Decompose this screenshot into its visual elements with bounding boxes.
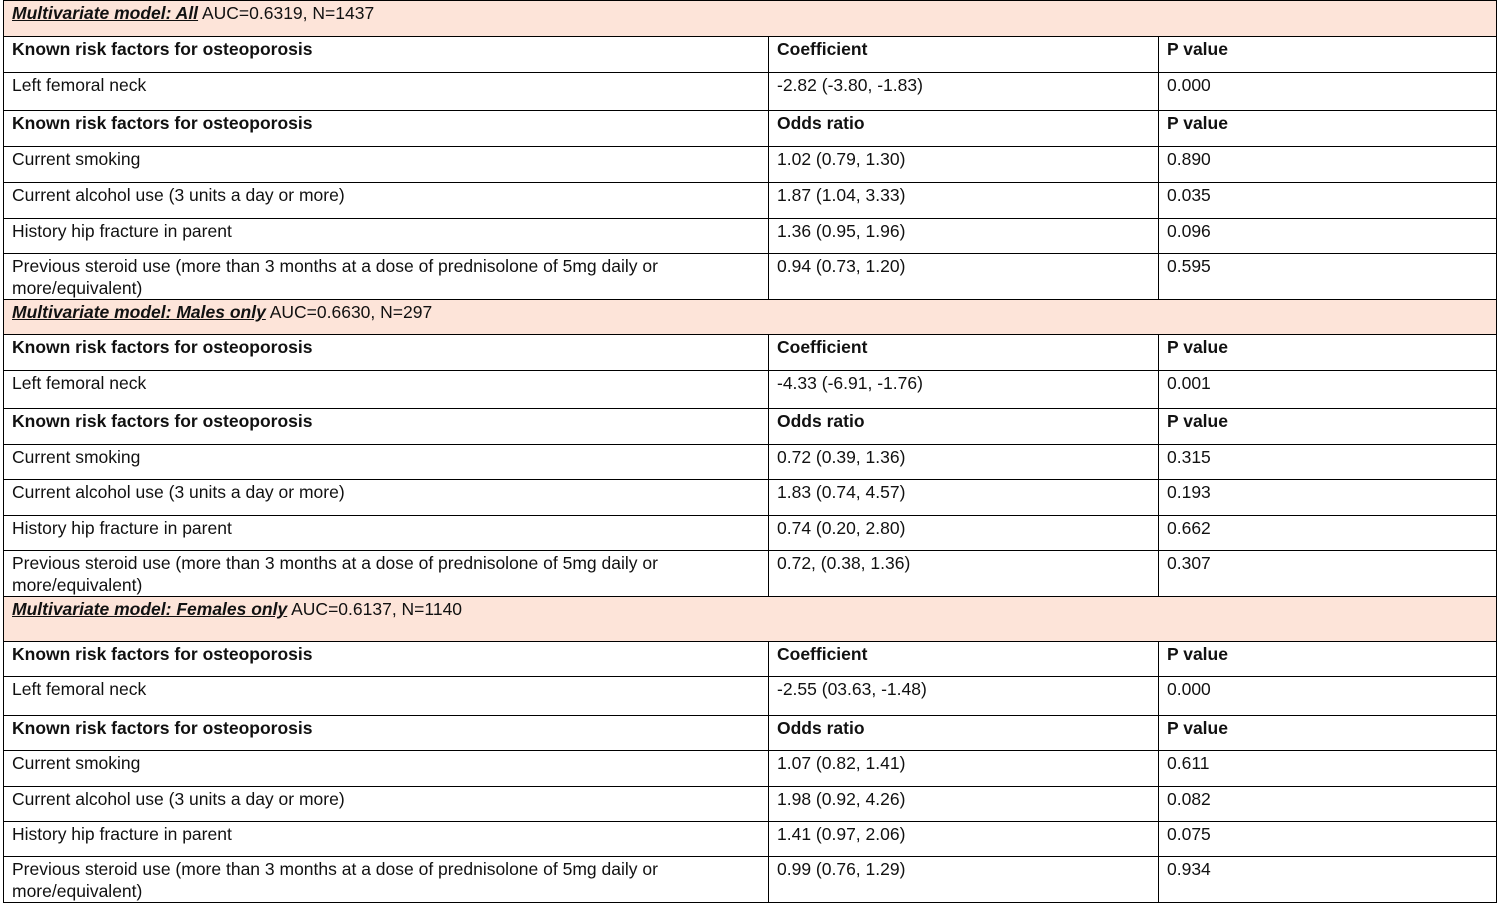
table-row — [4, 183, 1497, 219]
value-cell: 1.36 (0.95, 1.96) — [769, 219, 1159, 254]
table-row — [4, 751, 1497, 787]
p-value-cell: 0.315 — [1159, 445, 1497, 480]
factor-cell: Previous steroid use (more than 3 months at a dose of prednisolone of 5mg daily or more/equivalent) — [4, 254, 769, 300]
odds-ratio-header: Odds ratio — [769, 716, 1159, 751]
p-value-cell: 0.611 — [1159, 751, 1497, 787]
factor-cell: Current smoking — [4, 445, 769, 480]
factor-header: Known risk factors for osteoporosis — [4, 335, 769, 371]
factor-cell: History hip fracture in parent — [4, 219, 769, 254]
table-row — [4, 254, 1497, 300]
section-header-females — [4, 597, 1497, 642]
odds-ratio-header-row — [4, 716, 1497, 751]
p-value-cell: 0.000 — [1159, 73, 1497, 111]
model-stats: AUC=0.6630, N=297 — [269, 302, 433, 322]
p-value-cell: 0.662 — [1159, 516, 1497, 551]
section-header-all — [4, 1, 1497, 37]
factor-cell: Current alcohol use (3 units a day or more) — [4, 787, 769, 822]
table-row — [4, 677, 1497, 716]
p-value-cell: 0.934 — [1159, 857, 1497, 903]
factor-header: Known risk factors for osteoporosis — [4, 716, 769, 751]
odds-ratio-header-row — [4, 111, 1497, 147]
value-cell: 0.94 (0.73, 1.20) — [769, 254, 1159, 300]
factor-header: Known risk factors for osteoporosis — [4, 37, 769, 73]
value-cell: 0.72 (0.39, 1.36) — [769, 445, 1159, 480]
table-row — [4, 551, 1497, 597]
p-value-cell: 0.307 — [1159, 551, 1497, 597]
factor-cell: Previous steroid use (more than 3 months at a dose of prednisolone of 5mg daily or more/equivalent) — [4, 857, 769, 903]
model-name: Multivariate model: All — [12, 3, 199, 23]
osteoporosis-model-table — [3, 0, 1497, 903]
p-value-header: P value — [1159, 111, 1497, 147]
p-value-header: P value — [1159, 335, 1497, 371]
table-row — [4, 73, 1497, 111]
p-value-cell: 0.096 — [1159, 219, 1497, 254]
factor-header: Known risk factors for osteoporosis — [4, 642, 769, 677]
value-cell: 0.99 (0.76, 1.29) — [769, 857, 1159, 903]
value-cell: 1.07 (0.82, 1.41) — [769, 751, 1159, 787]
value-cell: 0.72, (0.38, 1.36) — [769, 551, 1159, 597]
value-cell: 1.87 (1.04, 3.33) — [769, 183, 1159, 219]
table-row — [4, 147, 1497, 183]
factor-header: Known risk factors for osteoporosis — [4, 409, 769, 445]
coefficient-header-row — [4, 37, 1497, 73]
factor-cell: Left femoral neck — [4, 677, 769, 716]
table-row — [4, 822, 1497, 857]
table-row — [4, 371, 1497, 409]
p-value-cell: 0.000 — [1159, 677, 1497, 716]
p-value-cell: 0.595 — [1159, 254, 1497, 300]
value-cell: -4.33 (-6.91, -1.76) — [769, 371, 1159, 409]
model-stats: AUC=0.6137, N=1140 — [291, 599, 463, 619]
value-cell: 1.83 (0.74, 4.57) — [769, 480, 1159, 516]
table-row — [4, 857, 1497, 903]
coefficient-header: Coefficient — [769, 335, 1159, 371]
value-cell: 1.02 (0.79, 1.30) — [769, 147, 1159, 183]
p-value-cell: 0.075 — [1159, 822, 1497, 857]
table-row — [4, 480, 1497, 516]
table-row — [4, 787, 1497, 822]
factor-cell: Left femoral neck — [4, 73, 769, 111]
factor-cell: Current smoking — [4, 751, 769, 787]
factor-cell: Current smoking — [4, 147, 769, 183]
odds-ratio-header: Odds ratio — [769, 409, 1159, 445]
value-cell: 1.41 (0.97, 2.06) — [769, 822, 1159, 857]
p-value-cell: 0.193 — [1159, 480, 1497, 516]
factor-cell: History hip fracture in parent — [4, 822, 769, 857]
model-name: Multivariate model: Females only — [12, 599, 288, 619]
value-cell: 1.98 (0.92, 4.26) — [769, 787, 1159, 822]
value-cell: -2.55 (03.63, -1.48) — [769, 677, 1159, 716]
p-value-header: P value — [1159, 409, 1497, 445]
factor-header: Known risk factors for osteoporosis — [4, 111, 769, 147]
table-row — [4, 516, 1497, 551]
table-row — [4, 445, 1497, 480]
p-value-header: P value — [1159, 716, 1497, 751]
coefficient-header: Coefficient — [769, 37, 1159, 73]
factor-cell: Current alcohol use (3 units a day or more) — [4, 183, 769, 219]
p-value-cell: 0.890 — [1159, 147, 1497, 183]
p-value-cell: 0.035 — [1159, 183, 1497, 219]
value-cell: 0.74 (0.20, 2.80) — [769, 516, 1159, 551]
value-cell: -2.82 (-3.80, -1.83) — [769, 73, 1159, 111]
factor-cell: History hip fracture in parent — [4, 516, 769, 551]
odds-ratio-header-row — [4, 409, 1497, 445]
factor-cell: Left femoral neck — [4, 371, 769, 409]
odds-ratio-header: Odds ratio — [769, 111, 1159, 147]
p-value-cell: 0.082 — [1159, 787, 1497, 822]
coefficient-header-row — [4, 335, 1497, 371]
coefficient-header-row — [4, 642, 1497, 677]
factor-cell: Current alcohol use (3 units a day or more) — [4, 480, 769, 516]
factor-cell: Previous steroid use (more than 3 months at a dose of prednisolone of 5mg daily or more/equivalent) — [4, 551, 769, 597]
p-value-header: P value — [1159, 642, 1497, 677]
model-name: Multivariate model: Males only — [12, 302, 266, 322]
table-row — [4, 219, 1497, 254]
p-value-cell: 0.001 — [1159, 371, 1497, 409]
model-stats: AUC=0.6319, N=1437 — [201, 3, 375, 23]
p-value-header: P value — [1159, 37, 1497, 73]
coefficient-header: Coefficient — [769, 642, 1159, 677]
section-header-males — [4, 300, 1497, 335]
